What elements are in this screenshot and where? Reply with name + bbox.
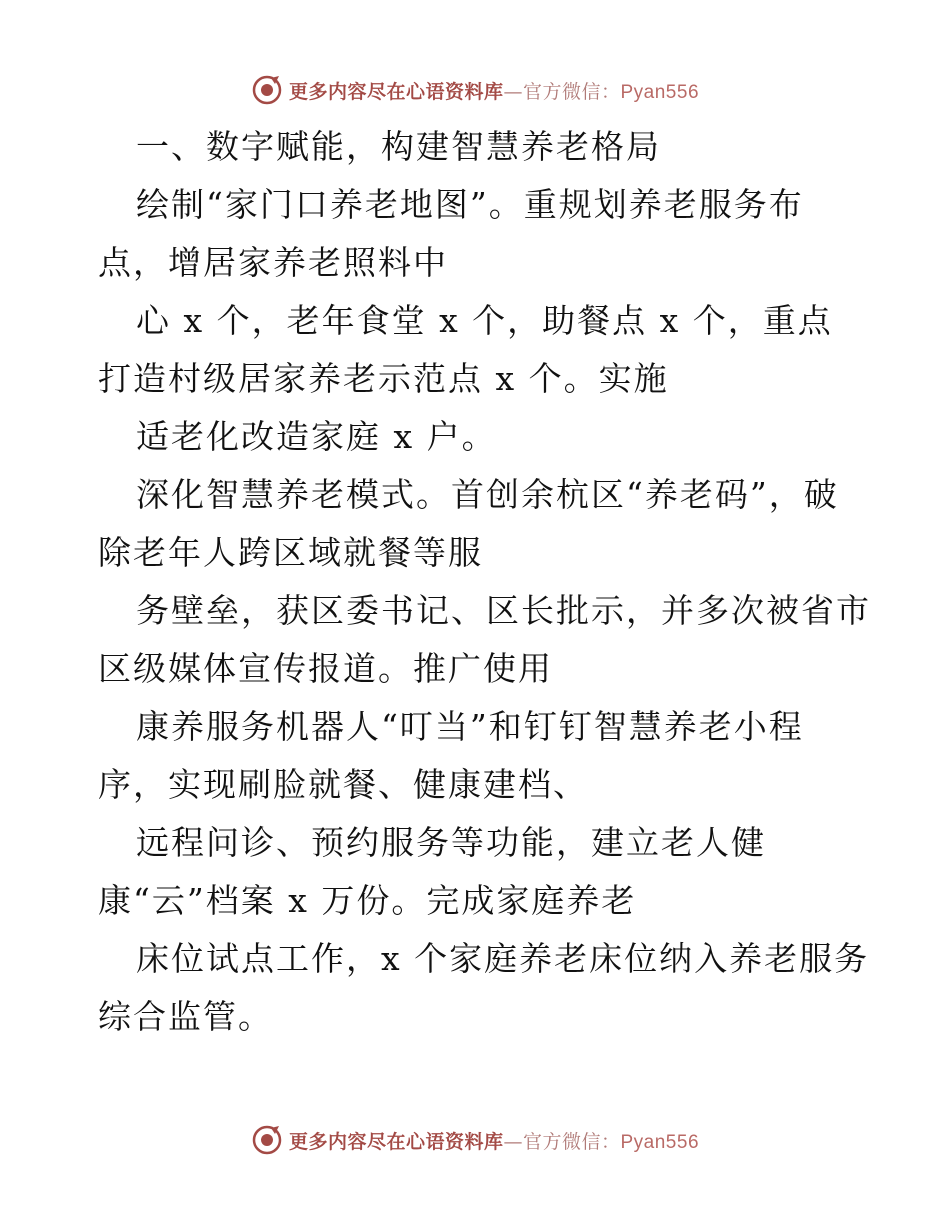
- paragraph-line: 绘制“家门口养老地图”。重规划养老服务布: [136, 185, 804, 224]
- header-watermark-banner: [0, 70, 950, 110]
- paragraph-line: 深化智慧养老模式。首创余杭区“养老码”，破: [136, 475, 839, 514]
- logo-icon: [251, 1124, 283, 1156]
- banner-wechat-id: Pyan556: [620, 1131, 700, 1153]
- paragraph-line: 序，实现刷脸就餐、健康建档、: [98, 765, 588, 804]
- paragraph-line: 康“云”档案 x 万份。完成家庭养老: [98, 881, 637, 920]
- banner-title: 更多内容尽在心语资料库: [288, 80, 504, 103]
- paragraph-line: 康养服务机器人“叮当”和钉钉智慧养老小程: [136, 707, 804, 746]
- banner-title: 更多内容尽在心语资料库: [288, 1130, 504, 1153]
- document-body: [98, 118, 871, 1046]
- paragraph-line: 适老化改造家庭 x 户。: [136, 417, 497, 456]
- paragraph-line: 除老年人跨区域就餐等服: [98, 533, 483, 572]
- banner-wechat-id: Pyan556: [620, 81, 700, 103]
- logo-icon: [251, 74, 283, 106]
- paragraph-line: 点，增居家养老照料中: [98, 243, 448, 282]
- footer-watermark-banner: [0, 1120, 950, 1160]
- paragraph-line: 综合监管。: [98, 997, 273, 1036]
- paragraph-line: 区级媒体宣传报道。推广使用: [98, 649, 553, 688]
- banner-text: [289, 77, 699, 104]
- banner-wechat-label: 官方微信：: [522, 1130, 621, 1153]
- paragraph-line: 床位试点工作，x 个家庭养老床位纳入养老服务: [136, 939, 870, 978]
- paragraph-line: 心 x 个，老年食堂 x 个，助餐点 x 个，重点: [136, 301, 833, 340]
- banner-text: [289, 1127, 699, 1154]
- banner-dash: —: [503, 80, 523, 103]
- banner-wechat-label: 官方微信：: [522, 80, 621, 103]
- paragraph-line: 打造村级居家养老示范点 x 个。实施: [98, 359, 669, 398]
- section-heading: 一、数字赋能，构建智慧养老格局: [136, 127, 661, 166]
- paragraph-line: 远程问诊、预约服务等功能，建立老人健: [136, 823, 766, 862]
- paragraph-line: 务壁垒，获区委书记、区长批示，并多次被省市: [136, 591, 871, 630]
- banner-dash: —: [503, 1130, 523, 1153]
